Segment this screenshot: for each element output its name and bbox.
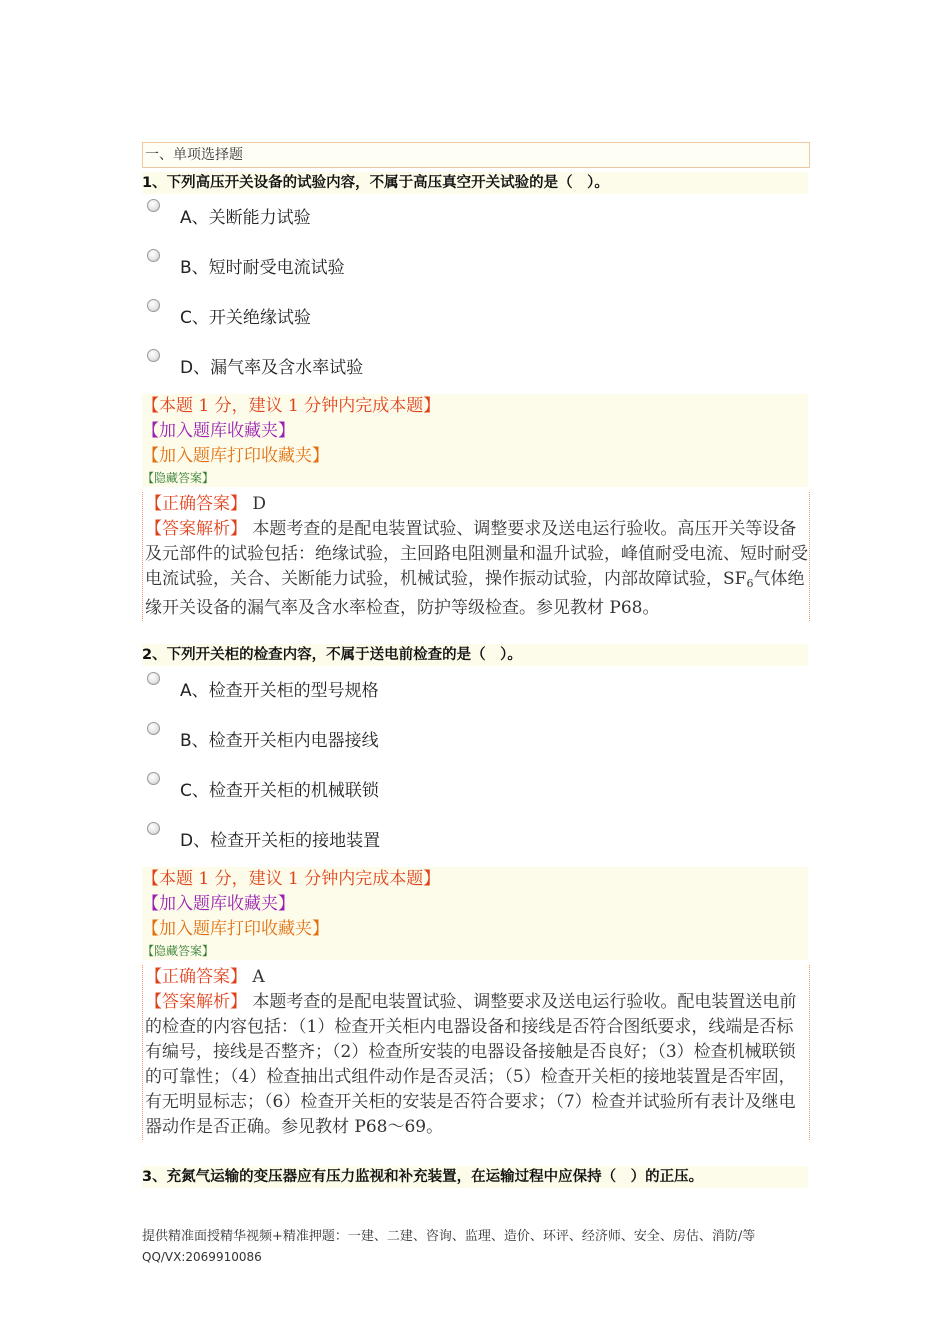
option-label: B、检查开关柜内电器接线 — [180, 731, 379, 751]
footer-contact: QQ/VX:2069910086 — [142, 1250, 262, 1264]
answer-analysis — [145, 517, 809, 621]
hide-answer-link[interactable]: 【隐藏答案】 — [142, 944, 215, 958]
analysis-text: 本题考查的是配电装置试验、调整要求及送电运行验收。高压开关等设备及元部件的试验包括：绝缘试验，主回路电阻测量和温升试验，峰值耐受电流、短时耐受电流试验，关合、关断能力试验，机械试验，操作振动试验，内部故障试验，SF — [145, 519, 808, 589]
radio-icon[interactable] — [147, 672, 160, 685]
correct-answer-value: A — [252, 967, 265, 987]
analysis-text-cont: 气体绝缘开关设备的漏气率及含水率检查，防护等级检查。参见教材 P68。 — [145, 569, 805, 618]
question-1-option-d[interactable] — [142, 349, 808, 389]
score-hint: 【本题 1 分，建议 1 分钟内完成本题】 — [142, 396, 441, 416]
score-hint: 【本题 1 分，建议 1 分钟内完成本题】 — [142, 869, 441, 889]
radio-icon[interactable] — [147, 722, 160, 735]
analysis-subscript: 6 — [746, 577, 754, 590]
page-footer — [142, 1227, 842, 1268]
add-to-print-favorites-link[interactable]: 【加入题库打印收藏夹】 — [142, 919, 329, 939]
correct-answer-label: 【正确答案】 — [145, 967, 247, 987]
section-title: 一、单项选择题 — [142, 142, 810, 168]
radio-icon[interactable] — [147, 822, 160, 835]
radio-icon[interactable] — [147, 299, 160, 312]
question-2-option-d[interactable] — [142, 822, 808, 862]
radio-icon[interactable] — [147, 199, 160, 212]
question-1-option-a[interactable] — [142, 199, 808, 239]
footer-promo: 提供精准面授精华视频+精准押题：一建、二建、咨询、监理、造价、环评、经济师、安全、房估、消防/等 — [142, 1229, 756, 1244]
option-label: D、漏气率及含水率试验 — [180, 358, 364, 378]
hide-answer-link[interactable]: 【隐藏答案】 — [142, 471, 215, 485]
question-3-stem: 3、充氮气运输的变压器应有压力监视和补充装置，在运输过程中应保持（ ）的正压。 — [142, 1166, 808, 1188]
option-label: C、开关绝缘试验 — [180, 308, 311, 328]
question-2-option-b[interactable] — [142, 722, 808, 762]
analysis-label: 【答案解析】 — [145, 992, 247, 1012]
radio-icon[interactable] — [147, 249, 160, 262]
question-1-option-c[interactable] — [142, 299, 808, 339]
correct-answer-label: 【正确答案】 — [145, 494, 247, 514]
question-1-meta — [142, 394, 808, 487]
analysis-label: 【答案解析】 — [145, 519, 247, 539]
question-2-option-a[interactable] — [142, 672, 808, 712]
question-1-option-b[interactable] — [142, 249, 808, 289]
question-1-stem: 1、下列高压开关设备的试验内容，不属于高压真空开关试验的是（ ）。 — [142, 172, 808, 194]
question-2-stem: 2、下列开关柜的检查内容，不属于送电前检查的是（ ）。 — [142, 644, 808, 666]
question-2-option-c[interactable] — [142, 772, 808, 812]
option-label: B、短时耐受电流试验 — [180, 258, 345, 278]
answer-analysis — [145, 990, 809, 1140]
question-2-answer — [142, 965, 810, 1140]
question-2-meta — [142, 867, 808, 960]
question-1-answer — [142, 492, 810, 621]
option-label: C、检查开关柜的机械联锁 — [180, 781, 379, 801]
analysis-text: 本题考查的是配电装置试验、调整要求及送电运行验收。配电装置送电前的检查的内容包括：（1）检查开关柜内电器设备和接线是否符合图纸要求，线端是否标有编号，接线是否整齐；（2）检查所安装的电器设备接触是否良好；（3）检查机械联锁的可靠性；（4）检查抽出式组件动作是否灵活；（5）检查开关柜的接地装置是否牢固，有无明显标志；（6）检查开关柜的安装是否符合要求；（7）检查并试验所有表计及继电器动作是否正确。参见教材 P68～69。 — [145, 992, 797, 1137]
add-to-favorites-link[interactable]: 【加入题库收藏夹】 — [142, 421, 295, 441]
correct-answer-value: D — [252, 494, 267, 514]
radio-icon[interactable] — [147, 349, 160, 362]
add-to-favorites-link[interactable]: 【加入题库收藏夹】 — [142, 894, 295, 914]
add-to-print-favorites-link[interactable]: 【加入题库打印收藏夹】 — [142, 446, 329, 466]
option-label: A、检查开关柜的型号规格 — [180, 681, 379, 701]
radio-icon[interactable] — [147, 772, 160, 785]
correct-answer — [145, 492, 809, 517]
option-label: D、检查开关柜的接地装置 — [180, 831, 381, 851]
option-label: A、关断能力试验 — [180, 208, 311, 228]
correct-answer — [145, 965, 809, 990]
